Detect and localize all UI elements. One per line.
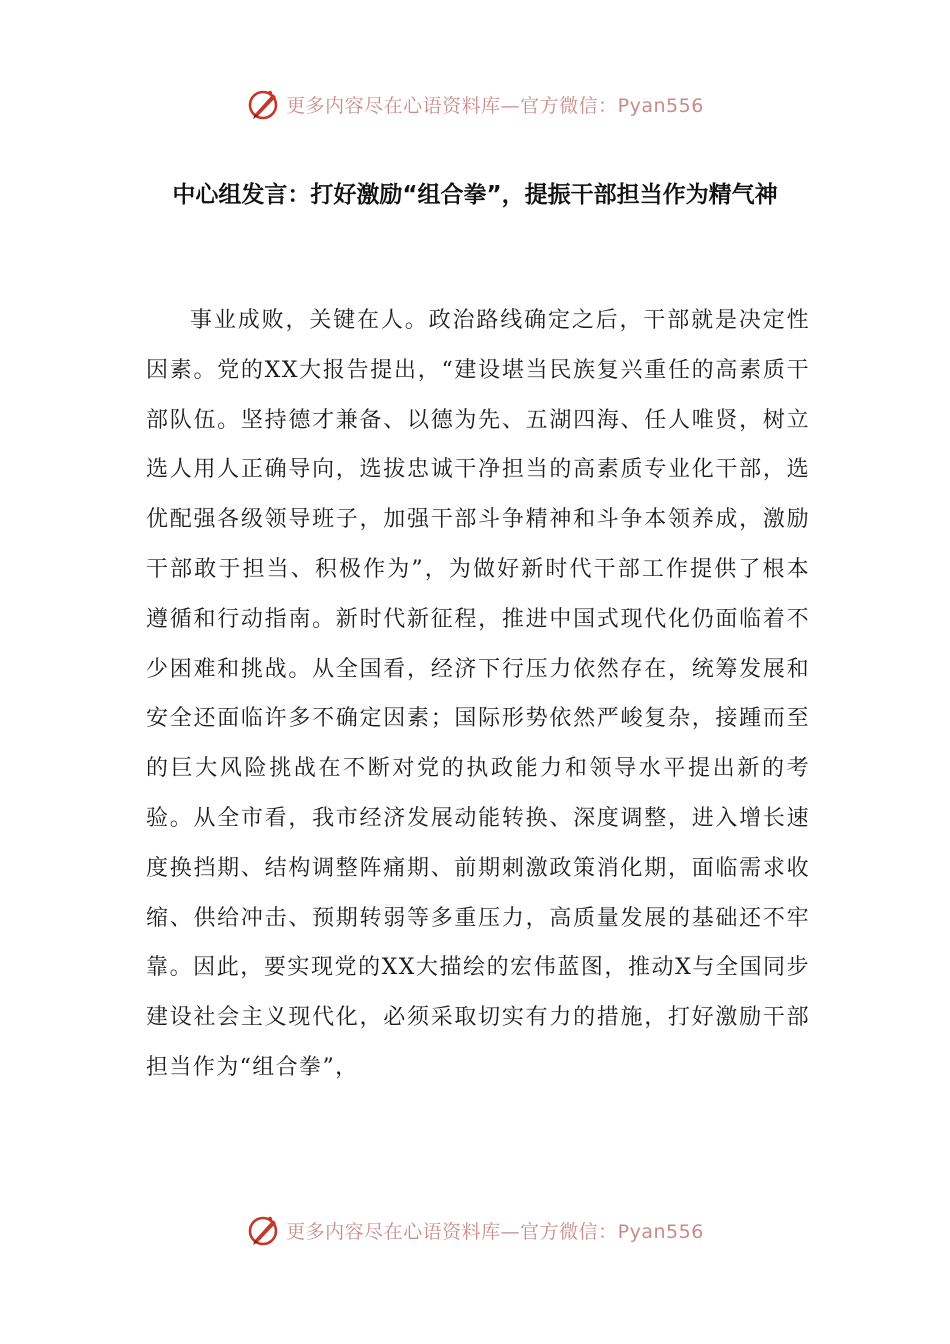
pen-circle-logo-icon (246, 1213, 280, 1247)
watermark-wechat-id: Pyan556 (617, 1220, 704, 1243)
watermark-site-text: 更多内容尽在心语资料库—官方微信： (286, 1220, 618, 1243)
watermark-text (286, 1217, 704, 1244)
footer-watermark (0, 1210, 950, 1250)
body-paragraph: 事业成败，关键在人。政治路线确定之后，干部就是决定性因素。党的XX大报告提出，“建设堪当民族复兴重任的高素质干部队伍。坚持德才兼备、以德为先、五湖四海、任人唯贤，树立选人用人正确导向，选拔忠诚干净担当的高素质专业化干部，选优配强各级领导班子，加强干部斗争精神和斗争本领养成，激励干部敢于担当、积极作为”，为做好新时代干部工作提供了根本遵循和行动指南。新时代新征程，推进中国式现代化仍面临着不少困难和挑战。从全国看，经济下行压力依然存在，统筹发展和安全还面临许多不确定因素；国际形势依然严峻复杂，接踵而至的巨大风险挑战在不断对党的执政能力和领导水平提出新的考验。从全市看，我市经济发展动能转换、深度调整，进入增长速度换挡期、结构调整阵痛期、前期刺激政策消化期，面临需求收缩、供给冲击、预期转弱等多重压力，高质量发展的基础还不牢靠。因此，要实现党的XX大描绘的宏伟蓝图，推动X与全国同步建设社会主义现代化，必须采取切实有力的措施，打好激励干部担当作为“组合拳”， (146, 308, 810, 1080)
watermark-wechat-id: Pyan556 (617, 94, 704, 117)
watermark-site-text: 更多内容尽在心语资料库—官方微信： (286, 94, 618, 117)
pen-circle-logo-icon (246, 87, 280, 121)
header-watermark (0, 84, 950, 124)
watermark-text (286, 91, 704, 118)
document-title: 中心组发言：打好激励“组合拳”，提振干部担当作为精气神 (172, 182, 778, 208)
